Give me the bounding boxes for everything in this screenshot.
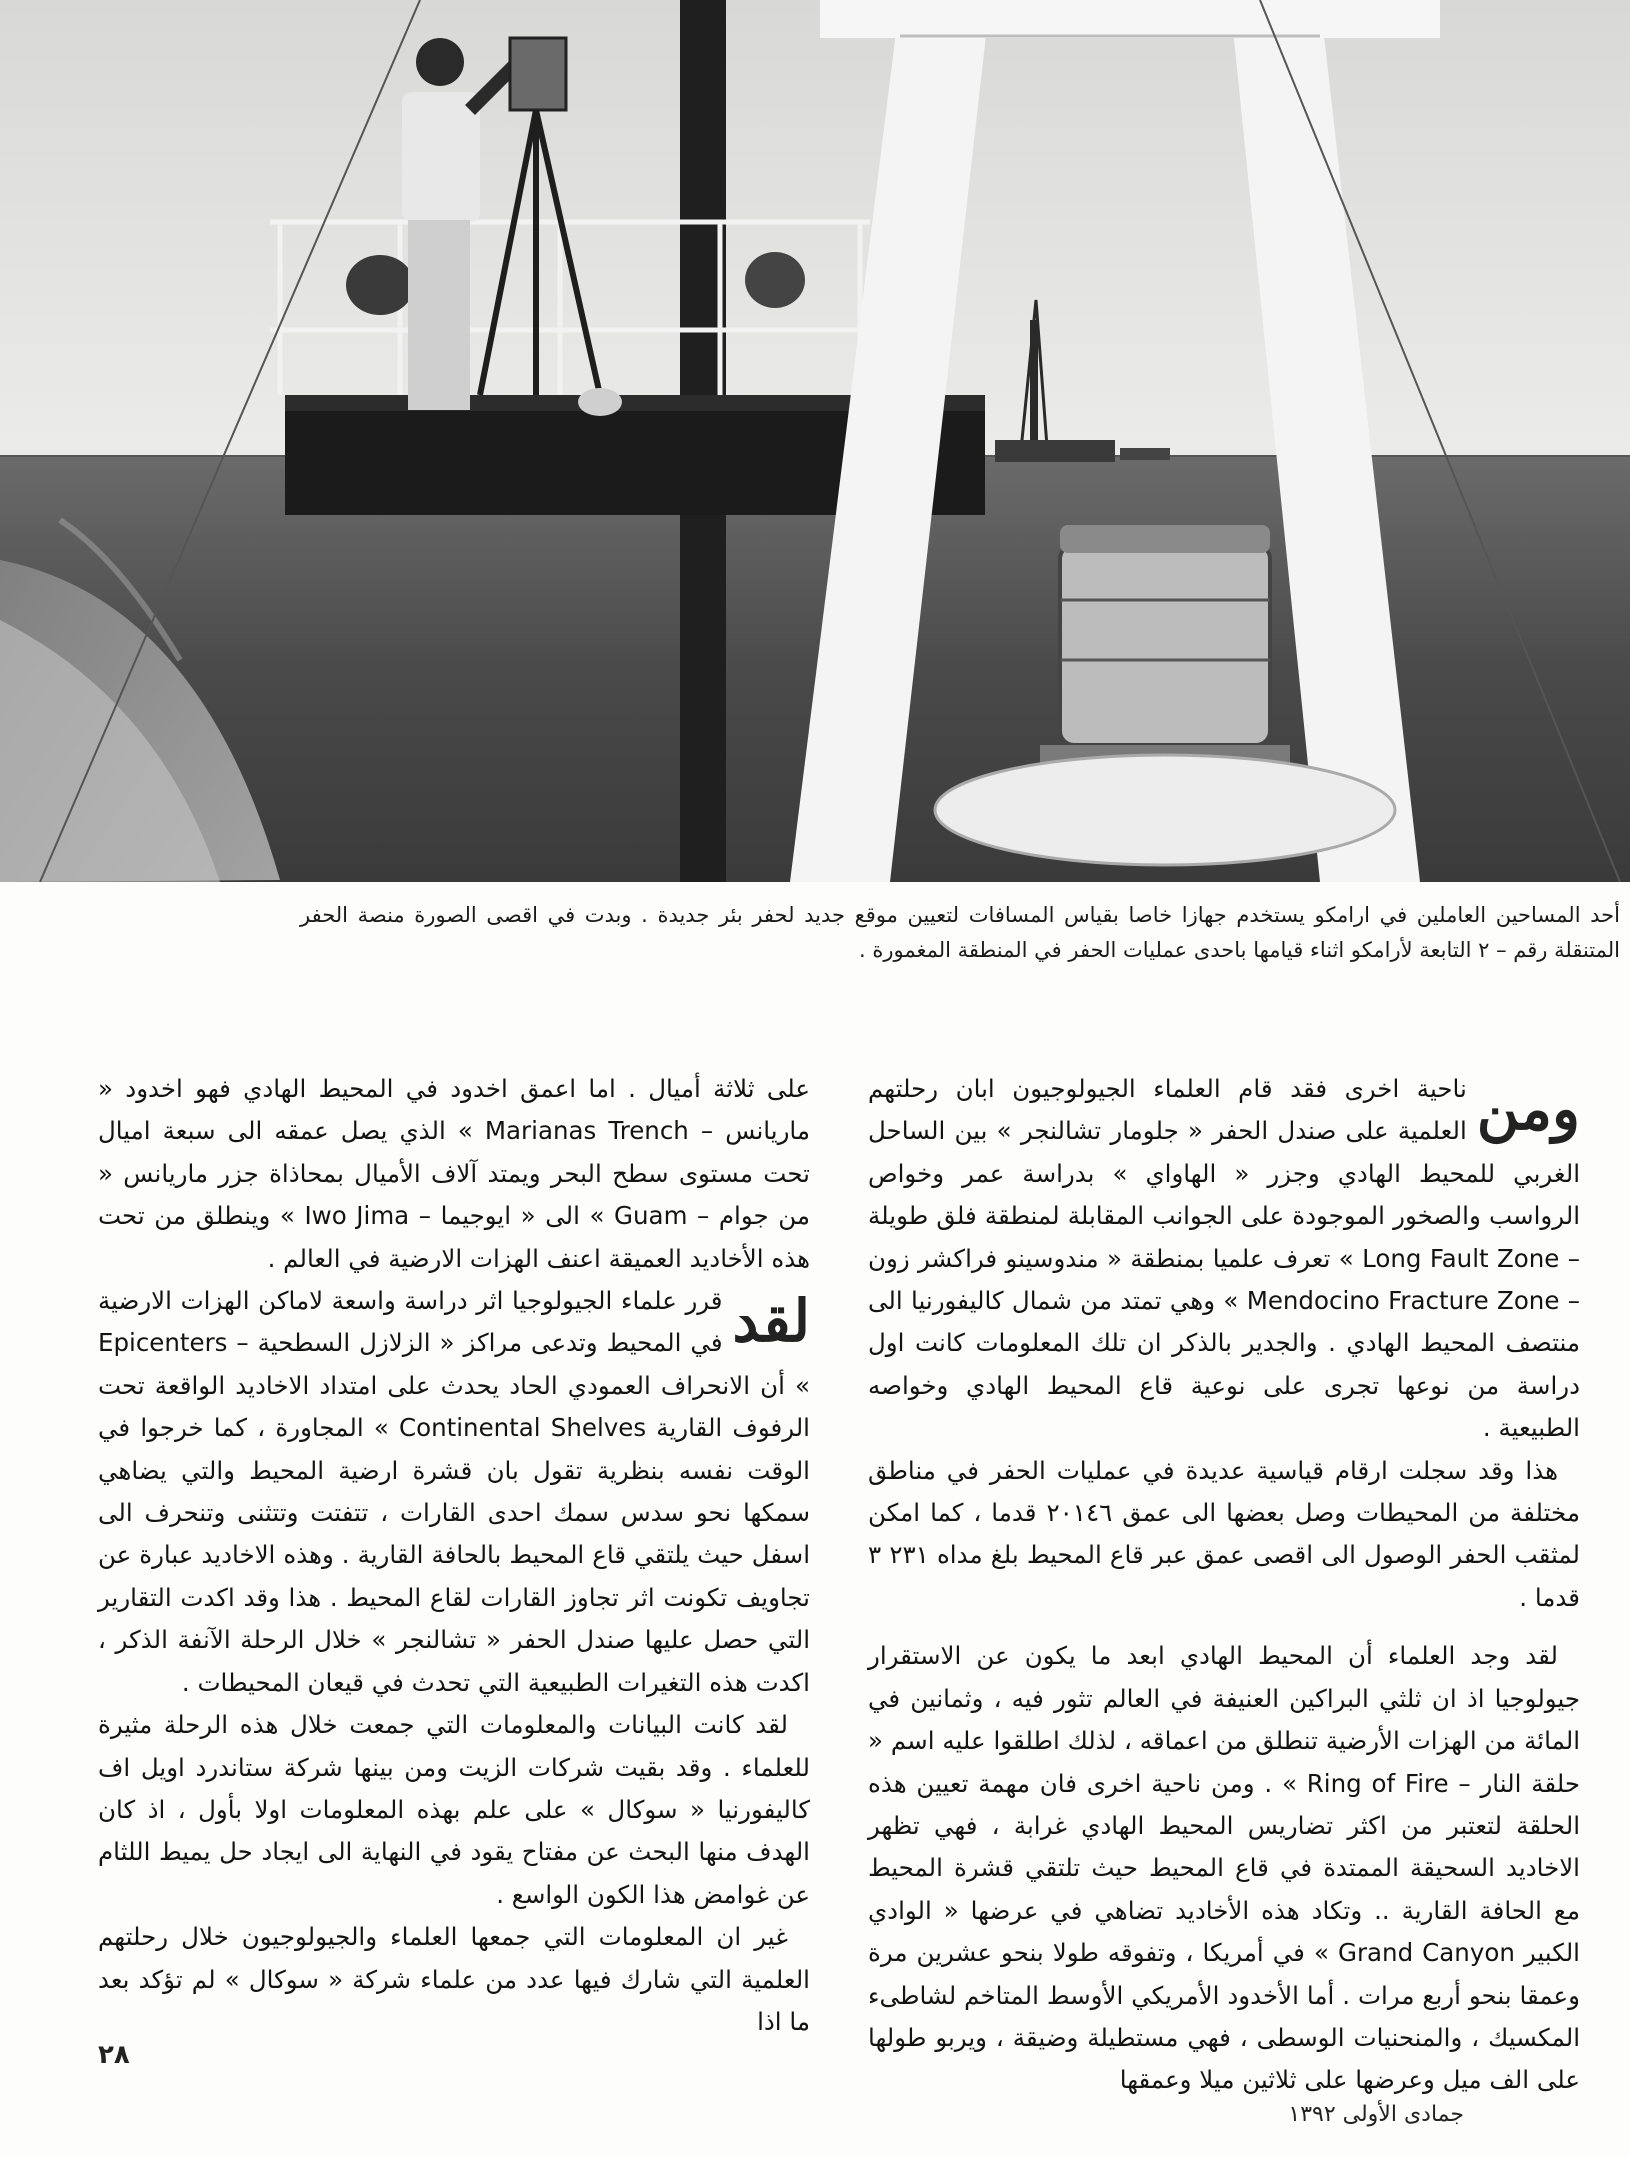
paragraph: هذا وقد سجلت ارقام قياسية عديدة في عمليات الحفر في مناطق مختلفة من المحيطات وصل بعضها الى عمق ٢٠١٤٦ قدما ، كما امكن لمثقب الحفر الوصول الى اقصى عمق عبر قاع المحيط بلغ مداه ٢٣١ ٣ قدما . xyxy=(868,1455,1580,1612)
dropcap: ومن xyxy=(1476,1075,1580,1143)
page-number: ٢٨ xyxy=(98,2040,130,2070)
paragraph: لقد قرر علماء الجيولوجيا اثر دراسة واسعة لاماكن الهزات الارضية في المحيط وتدعى مراكز « الزلازل السطحية – Epicenters » أن الانحراف العمودي الحاد يحدث على امتداد الاخاديد الواقعة تحت الرفوف القارية Continental Shelves » المجاورة ، كما خرجوا في الوقت نفسه بنظرية تقول بان قشرة ارضية المحيط والتي يضاهي سمكها نحو سدس سمك احدى القارات ، تتفتت وتتثنى وتنحرف الى اسفل حيث يلتقي قاع المحيط بالحافة القارية . وهذه الاخاديد عبارة عن تجاويف تكونت اثر تجاوز القارات لقاع المحيط . هذا وقد اكدت التقارير التي حصل عليها صندل الحفر « تشالنجر » خلال الرحلة الآنفة الذكر ، اكدت هذه التغيرات الطبيعية التي تحدث في قيعان المحيطات . xyxy=(98,1286,810,1697)
issue-date: جمادى الأولى ١٣٩٢ xyxy=(1288,2102,1464,2127)
paragraph: غير ان المعلومات التي جمعها العلماء والجيولوجيون خلال رحلتهم العلمية التي شارك فيها عدد من علماء شركة « سوكال » لم تؤكد بعد ما اذا xyxy=(98,1922,810,2036)
right-column xyxy=(868,1068,1580,2102)
left-column xyxy=(98,1068,810,2043)
article-photo xyxy=(0,0,1630,882)
dropcap: لقد xyxy=(732,1287,810,1356)
paragraph: لقد كانت البيانات والمعلومات التي جمعت خلال هذه الرحلة مثيرة للعلماء . وقد بقيت شركات الزيت ومن بينها شركة ستاندرد اويل اف كاليفورنيا « سوكال » على علم بهذه المعلومات اولا بأول ، اذ كان الهدف منها البحث عن مفتاح يقود في النهاية الى ايجاد حل يميط اللثام عن غوامض هذا الكون الواسع . xyxy=(98,1710,810,1909)
paragraph: ومن ناحية اخرى فقد قام العلماء الجيولوجيون ابان رحلتهم العلمية على صندل الحفر « جلومار تشالنجر » بين الساحل الغربي للمحيط الهادي وجزر « الهاواي » بدراسة عمر وخواص الرواسب والصخور الموجودة على الجوانب المقابلة لمنطقة فلق طويلة – Long Fault Zone » تعرف علميا بمنطقة « مندوسينو فراكشر زون – Mendocino Fracture Zone » وهي تمتد من شمال كاليفورنيا الى منتصف المحيط الهادي . والجدير بالذكر ان تلك المعلومات كانت اول دراسة من نوعها تجرى على نوعية قاع المحيط الهادي وخواصه الطبيعية . xyxy=(868,1074,1580,1443)
paragraph: على ثلاثة أميال . اما اعمق اخدود في المحيط الهادي فهو اخدود « ماريانس – Marianas Trench » الذي يصل عمقه الى سبعة اميال تحت مستوى سطح البحر ويمتد آلاف الأميال بمحاذاة جزر ماريانس « من جوام – Guam » الى « ايوجيما – Iwo Jima » وينطلق من تحت هذه الأخاديد العميقة اعنف الهزات الارضية في العالم . xyxy=(98,1074,810,1273)
photo-caption: أحد المساحين العاملين في ارامكو يستخدم جهازا خاصا بقياس المسافات لتعيين موقع جديد لحفر بئر جديدة . وبدت في اقصى الصورة منصة الحفر المتنقلة رقم – ٢ التابعة لأرامكو اثناء قيامها باحدى عمليات الحفر في المنطقة المغمورة . xyxy=(300,903,1620,962)
paragraph: لقد وجد العلماء أن المحيط الهادي ابعد ما يكون عن الاستقرار جيولوجيا اذ ان ثلثي البراكين العنيفة في العالم تثور فيه ، وثمانين في المائة من الهزات الأرضية تنطلق من اعماقه ، لذلك اطلقوا عليه اسم « حلقة النار – Ring of Fire » . ومن ناحية اخرى فان مهمة تعيين هذه الحلقة لتعتبر من اكثر تضاريس المحيط الهادي غرابة ، فهي تظهر الاخاديد السحيقة الممتدة في قاع المحيط حيث تلتقي قشرة المحيط مع الحافة القارية .. وتكاد هذه الأخاديد تضاهي في عرضها « الوادي الكبير Grand Canyon » في أمريكا ، وتفوقه طولا بنحو عشرين مرة وعمقا بنحو أربع مرات . أما الأخدود الأمريكي الأوسط المتاخم لشاطىء المكسيك ، والمنحنيات الوسطى ، فهي مستطيلة وضيقة ، ويربو طولها على الف ميل وعرضها على ثلاثين ميلا وعمقها xyxy=(868,1641,1581,2095)
